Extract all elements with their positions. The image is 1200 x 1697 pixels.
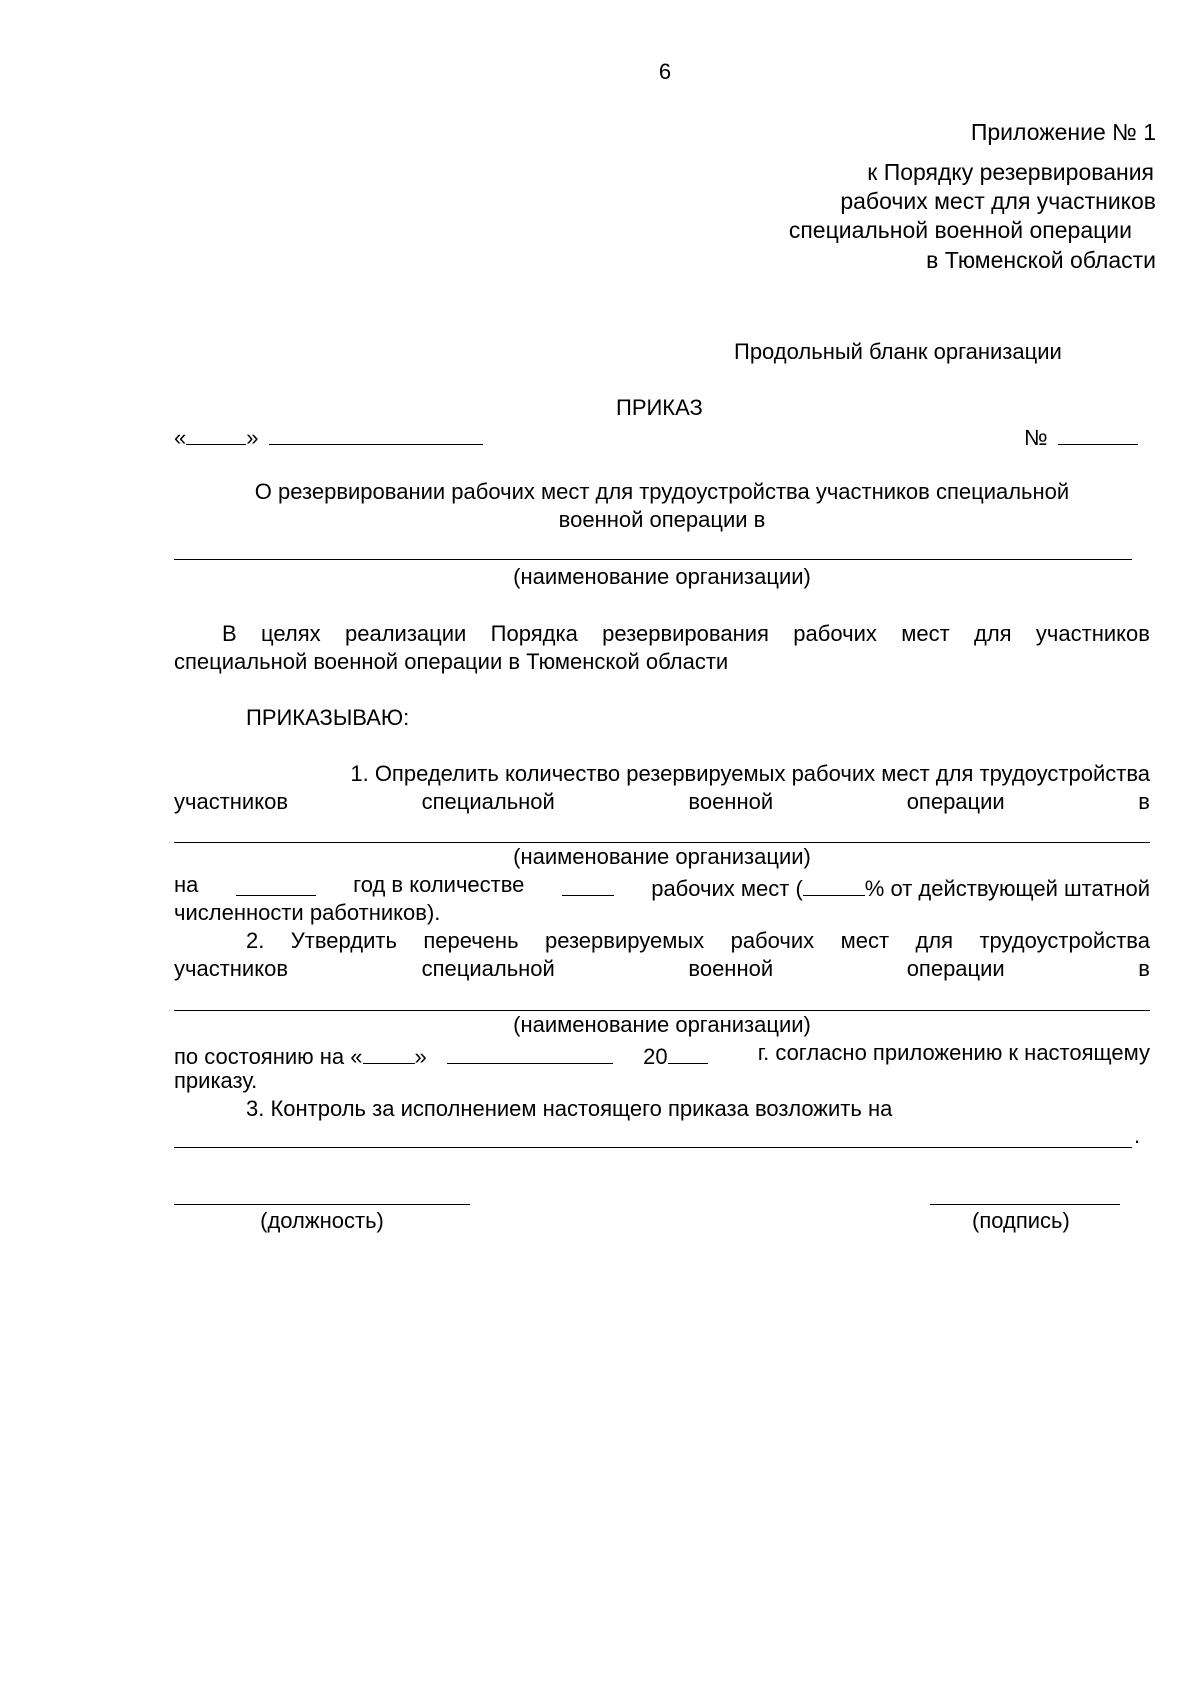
appendix-title: Приложение № 1 bbox=[970, 119, 1156, 145]
word: резервируемых bbox=[544, 928, 705, 953]
word: реализации bbox=[344, 621, 467, 646]
word: специальной bbox=[421, 789, 555, 814]
item1-line: 1. Определить количество резервируемых рабочих мест для трудоустройства bbox=[350, 761, 1150, 786]
word: участников bbox=[1035, 621, 1150, 646]
preamble-line bbox=[222, 620, 1150, 648]
appendix-line: специальной военной операции bbox=[788, 217, 1132, 243]
year-prefix: 20 bbox=[643, 1044, 668, 1069]
item1-line: численности работников). bbox=[174, 900, 441, 925]
appendix-line: в Тюменской области bbox=[926, 247, 1156, 273]
position-blank-line bbox=[174, 1204, 470, 1205]
year-blank bbox=[668, 1039, 708, 1064]
end-dot: . bbox=[1134, 1123, 1141, 1148]
date-close-quote: » bbox=[246, 425, 259, 450]
item1-line bbox=[174, 788, 1150, 816]
word: операции bbox=[906, 956, 1005, 981]
word: участников bbox=[174, 956, 289, 981]
percent-blank bbox=[803, 871, 865, 896]
year-blank bbox=[236, 871, 316, 896]
item2-line bbox=[174, 955, 1150, 983]
number-sign: № bbox=[1024, 425, 1048, 450]
word: резервирования bbox=[602, 621, 769, 646]
position-caption: (должность) bbox=[260, 1208, 384, 1233]
word: военной bbox=[688, 956, 774, 981]
word: операции bbox=[906, 789, 1005, 814]
number-blank bbox=[1058, 420, 1138, 445]
organization-blank-line bbox=[174, 559, 1132, 560]
word: специальной bbox=[421, 956, 555, 981]
organization-caption: (наименование организации) bbox=[513, 564, 811, 589]
item3-line: 3. Контроль за исполнением настоящего приказа возложить на bbox=[246, 1096, 893, 1121]
order-date bbox=[174, 420, 483, 452]
subject-line: О резервировании рабочих мест для трудоустройства участников специальной bbox=[254, 479, 1070, 504]
word: рабочих мест ( bbox=[651, 876, 803, 901]
count-blank bbox=[562, 871, 614, 896]
month-blank bbox=[447, 1039, 613, 1064]
word: Порядка bbox=[490, 621, 578, 646]
appendix-line: к Порядку резервирования bbox=[867, 159, 1154, 185]
order-word: ПРИКАЗЫВАЮ: bbox=[246, 705, 410, 730]
blank-note: Продольный бланк организации bbox=[734, 339, 1062, 364]
word: участников bbox=[174, 789, 289, 814]
word: для bbox=[915, 928, 954, 953]
item2-line bbox=[246, 927, 1150, 955]
word: рабочих bbox=[793, 621, 877, 646]
signature-caption: (подпись) bbox=[972, 1208, 1070, 1233]
word: мест bbox=[840, 928, 890, 953]
word: В bbox=[222, 621, 237, 646]
text: » bbox=[414, 1044, 427, 1069]
text: по состоянию на « bbox=[174, 1044, 363, 1069]
word: 2. bbox=[246, 928, 265, 953]
word: Утвердить bbox=[290, 928, 397, 953]
date-month-blank bbox=[269, 420, 483, 445]
organization-caption: (наименование организации) bbox=[513, 1012, 811, 1037]
signature-blank-line bbox=[930, 1204, 1120, 1205]
order-number bbox=[1024, 420, 1138, 452]
word: в bbox=[1138, 956, 1150, 981]
text: г. согласно приложению к настоящему bbox=[757, 1040, 1150, 1065]
order-title: ПРИКАЗ bbox=[616, 395, 703, 420]
word: целях bbox=[261, 621, 321, 646]
word: перечень bbox=[423, 928, 519, 953]
date-day-blank bbox=[186, 420, 246, 445]
word: трудоустройства bbox=[979, 928, 1150, 953]
word: для bbox=[973, 621, 1012, 646]
date-open-quote: « bbox=[174, 425, 187, 450]
word: в bbox=[1138, 789, 1150, 814]
word: % от действующей штатной bbox=[864, 876, 1150, 901]
word: военной bbox=[688, 789, 774, 814]
appendix-line: рабочих мест для участников bbox=[840, 188, 1156, 214]
word: год в количестве bbox=[353, 872, 525, 897]
page-number: 6 bbox=[658, 59, 672, 84]
preamble-line: специальной военной операции в Тюменской области bbox=[174, 649, 729, 674]
responsible-blank-line bbox=[174, 1147, 1132, 1148]
word: рабочих bbox=[730, 928, 815, 953]
item2-line bbox=[174, 1039, 1150, 1071]
subject-line: военной операции в bbox=[558, 507, 766, 532]
organization-caption: (наименование организации) bbox=[513, 844, 811, 869]
word: мест bbox=[901, 621, 950, 646]
word: на bbox=[174, 872, 199, 897]
day-blank bbox=[363, 1039, 415, 1064]
item2-line: приказу. bbox=[174, 1068, 258, 1093]
